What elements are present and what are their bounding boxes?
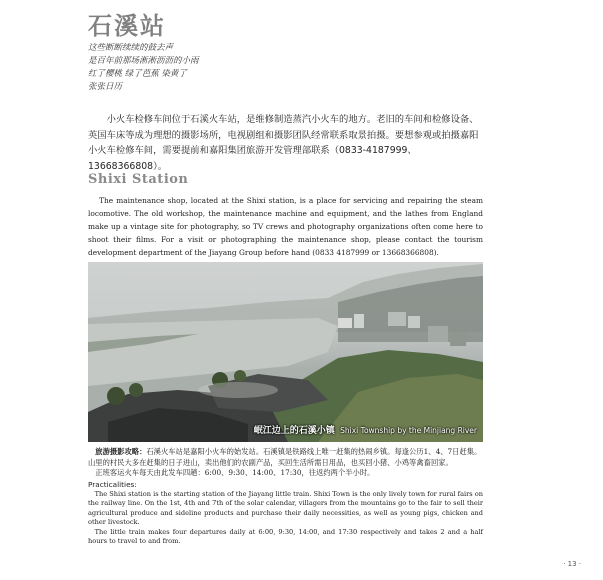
page-title-en: Shixi Station xyxy=(88,172,189,187)
practicalities-paragraph-2: The little train makes four departures daily at 6:00, 9:30, 14:00, and 17:30 respectively and takes 2 and a half hours to travel to and from. xyxy=(88,527,483,546)
photo-caption xyxy=(254,423,477,436)
page-number: · 13 · xyxy=(563,560,581,568)
poem-block xyxy=(88,42,388,94)
photo-illustration xyxy=(88,262,483,442)
poem-line: 张张日历 xyxy=(88,82,123,92)
practicalities-paragraph-1: The Shixi station is the starting station of the Jiayang little train. Shixi Town is the only lively town for rural fairs on the railway line. On the 1st, 4th and 7th of the solar calendar, villagers from the mountains go to the fair to sell their agricultural produce and sideline products and purchase their daily necessities, as well as young pigs, chicken and other livestock. xyxy=(88,490,483,527)
practicalities-heading: Practicalities: xyxy=(88,479,137,489)
intro-paragraph-cn: 小火车检修车间位于石溪火车站，是维修制造蒸汽小火车的地方。老旧的车间和检修设备、英国车床等成为理想的摄影场所，电视剧组和摄影团队经常联系取景拍摄。要想参观或拍摄嘉阳小火车检修车间，需要提前和嘉阳集团旅游开发管理部联系（0833-4187999、13668366808）。 xyxy=(88,114,479,172)
tips-heading-cn: 旅游摄影攻略： xyxy=(95,447,147,456)
poem-line: 红了樱桃 绿了芭蕉 染黄了 xyxy=(88,69,187,79)
tips-schedule-cn: 正班客运火车每天由此发车四趟：6:00、9:30、14:00、17:30，往返约两个半小时。 xyxy=(95,468,375,477)
poem-line: 是百年前那场淅淅沥沥的小雨 xyxy=(88,56,199,66)
page-title-cn: 石溪站 xyxy=(88,12,166,40)
intro-paragraph-en: The maintenance shop, located at the Shixi station, is a place for servicing and repairing the steam locomotive. The old workshop, the maintenance machine and equipment, and the lathes from England make up a vintage site for photography, so TV crews and photography organizations often come here to shoot their films. For a visit or photographing the maintenance shop, please contact the tourism development department of the Jiayang Group before hand (0833 4187999 or 13668366808). xyxy=(88,196,483,257)
river-town-photo xyxy=(88,262,483,442)
photo-caption-cn: 岷江边上的石溪小镇 xyxy=(253,426,335,436)
photo-caption-en: Shixi Township by the Minjiang River xyxy=(340,426,477,435)
tips-cn-paragraph xyxy=(88,447,483,468)
travel-tips xyxy=(88,447,483,546)
poem-line: 这些断断续续的鼓去声 xyxy=(88,43,174,53)
tips-body-cn: 石溪火车站是嘉阳小火车的始发站。石溪镇是铁路线上唯一赶集的热闹乡镇。每逢公历1、4、7日赶集。山里的村民大多在赶集的日子进山，卖出他们的农副产品，买回生活所需日用品，也买回小猪、小鸡等禽畜回家。 xyxy=(88,447,482,467)
